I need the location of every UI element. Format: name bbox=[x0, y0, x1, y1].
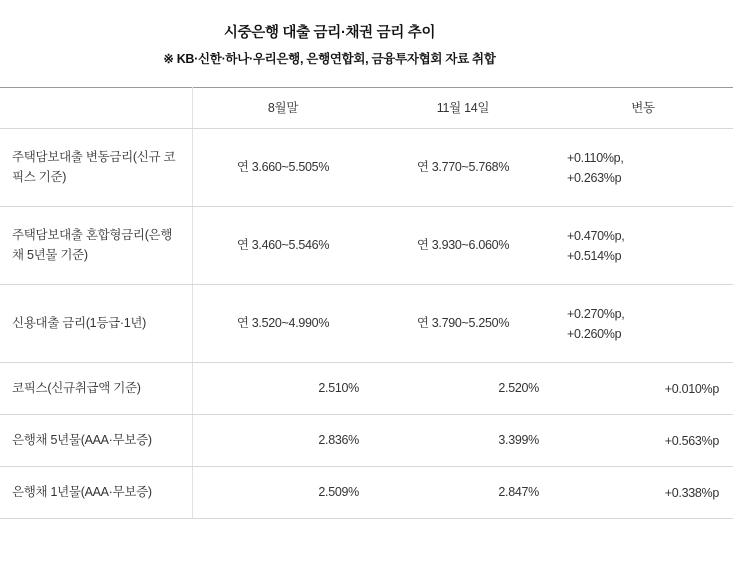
change-line: +0.263%p bbox=[567, 170, 622, 185]
cell-change bbox=[553, 285, 733, 363]
change-line: +0.110%p, bbox=[567, 150, 624, 165]
page-subtitle: ※ KB·신한·하나·우리은행, 은행연합회, 금융투자협회 자료 취합 bbox=[163, 52, 496, 67]
cell-aug: 연 3.520~4.990% bbox=[193, 285, 374, 363]
table-header-row bbox=[0, 88, 733, 129]
cell-nov: 3.399% bbox=[373, 415, 553, 467]
table-row bbox=[0, 467, 733, 519]
table-row bbox=[0, 363, 733, 415]
change-line: +0.338%p bbox=[664, 485, 719, 500]
row-label: 코픽스(신규취급액 기준) bbox=[0, 363, 193, 415]
cell-nov: 연 3.770~5.768% bbox=[373, 129, 553, 207]
cell-aug: 연 3.460~5.546% bbox=[193, 207, 374, 285]
cell-change bbox=[553, 129, 733, 207]
rate-table bbox=[0, 87, 733, 519]
column-header-aug: 8월말 bbox=[193, 88, 374, 129]
cell-aug: 2.509% bbox=[193, 467, 374, 519]
table-header bbox=[0, 88, 733, 129]
page-title: 시중은행 대출 금리·채권 금리 추이 bbox=[223, 25, 436, 41]
title-block bbox=[0, 0, 659, 69]
change-line: +0.260%p bbox=[567, 326, 622, 341]
cell-aug: 2.510% bbox=[193, 363, 374, 415]
table-row bbox=[0, 207, 733, 285]
column-header-change: 변동 bbox=[553, 88, 733, 129]
cell-aug: 연 3.660~5.505% bbox=[193, 129, 374, 207]
column-header-blank bbox=[0, 88, 193, 129]
row-label: 은행채 5년물(AAA·무보증) bbox=[0, 415, 193, 467]
row-label: 주택담보대출 변동금리(신규 코픽스 기준) bbox=[0, 129, 193, 207]
change-line: +0.563%p bbox=[664, 433, 719, 448]
cell-aug: 2.836% bbox=[193, 415, 374, 467]
cell-change bbox=[553, 415, 733, 467]
table-body bbox=[0, 129, 733, 519]
row-label: 은행채 1년물(AAA·무보증) bbox=[0, 467, 193, 519]
table-row bbox=[0, 415, 733, 467]
cell-change bbox=[553, 363, 733, 415]
change-line: +0.270%p, bbox=[567, 306, 625, 321]
table-row bbox=[0, 285, 733, 363]
table-row bbox=[0, 129, 733, 207]
cell-nov: 연 3.790~5.250% bbox=[373, 285, 553, 363]
cell-nov: 연 3.930~6.060% bbox=[373, 207, 553, 285]
change-line: +0.010%p bbox=[664, 381, 719, 396]
cell-nov: 2.847% bbox=[373, 467, 553, 519]
row-label: 신용대출 금리(1등급·1년) bbox=[0, 285, 193, 363]
change-line: +0.470%p, bbox=[567, 228, 625, 243]
cell-change bbox=[553, 207, 733, 285]
row-label: 주택담보대출 혼합형금리(은행채 5년물 기준) bbox=[0, 207, 193, 285]
change-line: +0.514%p bbox=[567, 248, 622, 263]
cell-change bbox=[553, 467, 733, 519]
cell-nov: 2.520% bbox=[373, 363, 553, 415]
column-header-nov: 11월 14일 bbox=[373, 88, 553, 129]
